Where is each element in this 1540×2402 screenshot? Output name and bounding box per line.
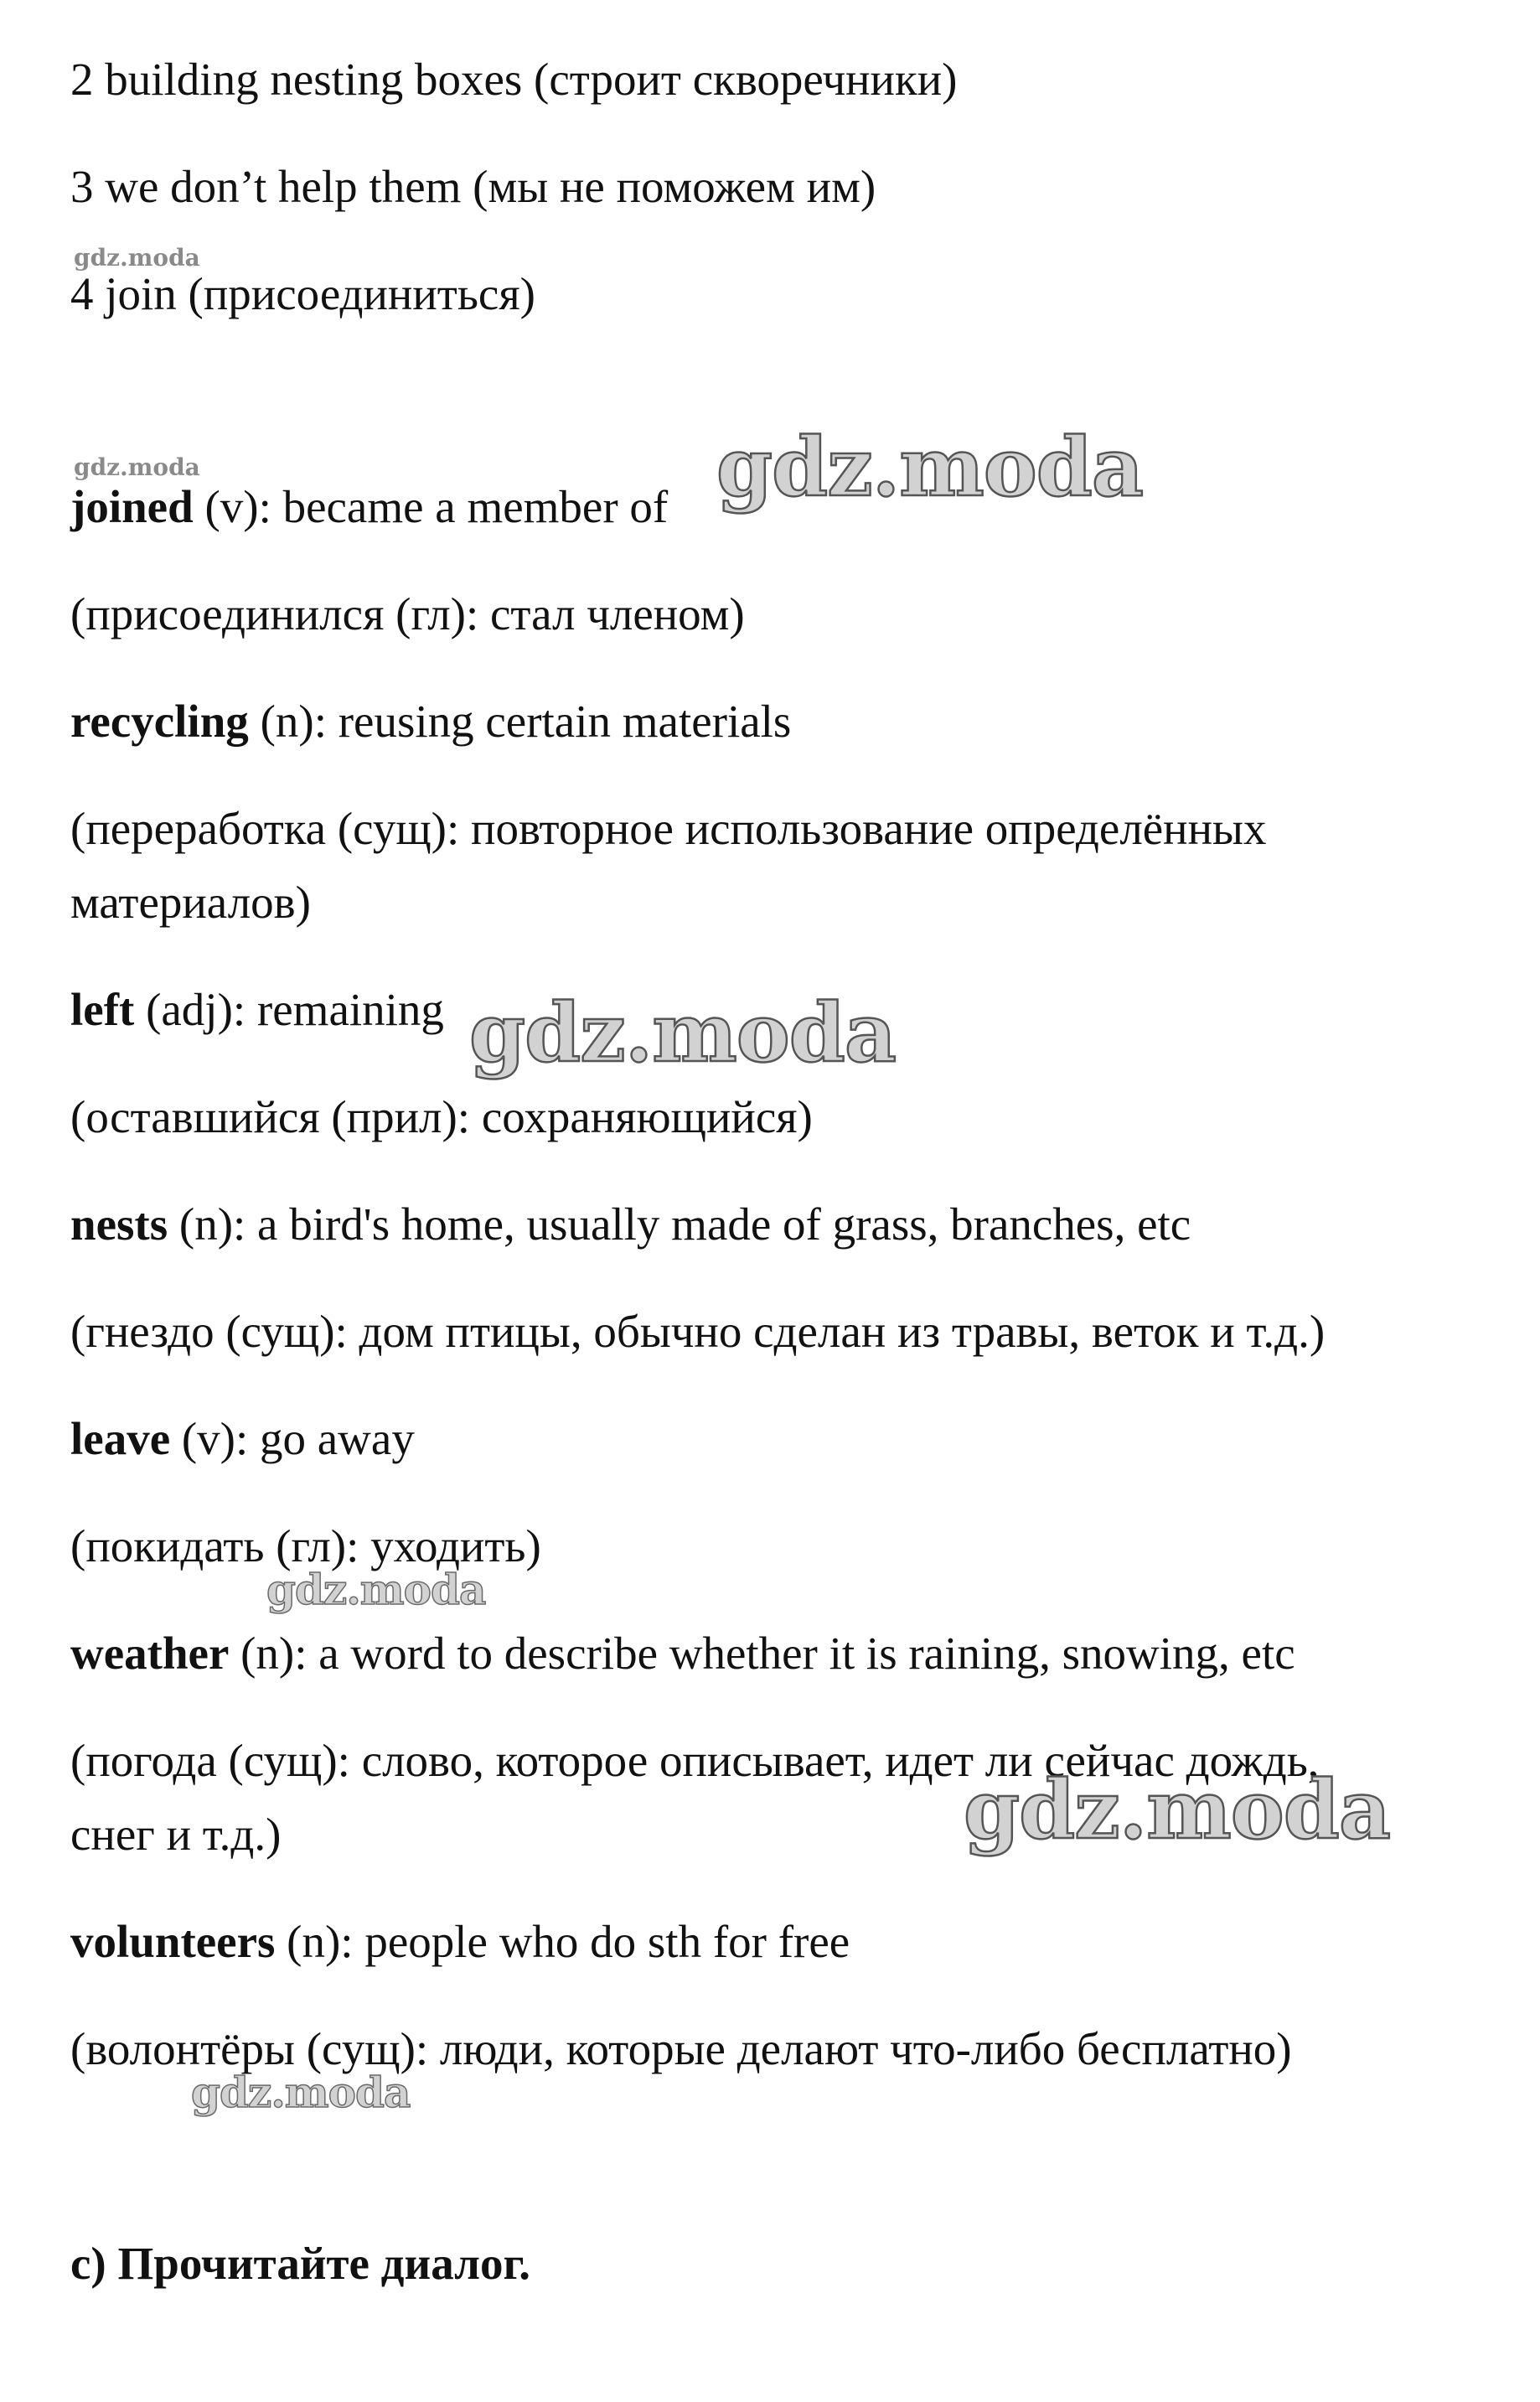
vocab-entry-nests	[70, 1197, 1191, 1252]
vocab-definition: (n): a bird's home, usually made of grass, branches, etc	[168, 1198, 1191, 1250]
vocab-translation: (оставшийся (прил): сохраняющийся)	[70, 1091, 813, 1142]
vocab-word: nests	[70, 1198, 168, 1250]
answer-line-4: 4 join (присоединиться)	[70, 268, 535, 319]
vocab-entry-left	[70, 982, 444, 1038]
vocab-definition: (n): people who do sth for free	[275, 1916, 850, 1967]
vocab-entry-recycling	[70, 694, 791, 749]
answer-line-3: 3 we don’t help them (мы не поможем им)	[70, 161, 876, 212]
vocab-translation: (волонтёры (сущ): люди, которые делают что-либо бесплатно)	[70, 2023, 1292, 2074]
vocab-word: left	[70, 984, 135, 1035]
vocab-translation: (присоединился (гл): стал членом)	[70, 588, 745, 639]
vocab-translation: (гнездо (сущ): дом птицы, обычно сделан из травы, веток и т.д.)	[70, 1306, 1326, 1357]
vocab-word: joined	[70, 481, 194, 532]
watermark-logo: gdz.moda	[266, 1565, 486, 1614]
vocab-definition: (adj): remaining	[134, 984, 444, 1035]
task-heading: c) Прочитайте диалог.	[70, 2238, 531, 2289]
vocab-translation-cont: снег и т.д.)	[70, 1809, 282, 1860]
vocab-translation: (погода (сущ): слово, которое описывает, идет ли сейчас дождь,	[70, 1735, 1320, 1786]
vocab-definition: (v): became a member of	[193, 481, 669, 532]
watermark-logo: gdz.moda	[74, 453, 200, 481]
watermark-logo: gdz.moda	[191, 2068, 411, 2117]
watermark-logo: gdz.moda	[74, 244, 200, 272]
vocab-definition: (n): reusing certain materials	[248, 696, 792, 747]
vocab-entry-leave	[70, 1411, 415, 1467]
vocab-translation: (переработка (сущ): повторное использование определённых	[70, 803, 1267, 854]
vocab-entry-volunteers	[70, 1914, 850, 1970]
vocab-word: leave	[70, 1413, 171, 1464]
vocab-word: volunteers	[70, 1916, 276, 1967]
watermark-logo: gdz.moda	[716, 420, 1144, 515]
watermark-logo: gdz.moda	[964, 1763, 1391, 1857]
vocab-definition: (n): a word to describe whether it is raining, snowing, etc	[229, 1628, 1295, 1679]
watermark-logo: gdz.moda	[469, 986, 897, 1080]
vocab-translation-cont: материалов)	[70, 877, 311, 928]
vocab-word: weather	[70, 1628, 230, 1679]
vocab-entry-weather	[70, 1626, 1295, 1681]
vocab-definition: (v): go away	[170, 1413, 415, 1464]
vocab-word: recycling	[70, 696, 249, 747]
answer-line-2: 2 building nesting boxes (строит скворечники)	[70, 54, 958, 105]
vocab-entry-joined	[70, 479, 668, 535]
vocab-translation: (покидать (гл): уходить)	[70, 1520, 541, 1571]
